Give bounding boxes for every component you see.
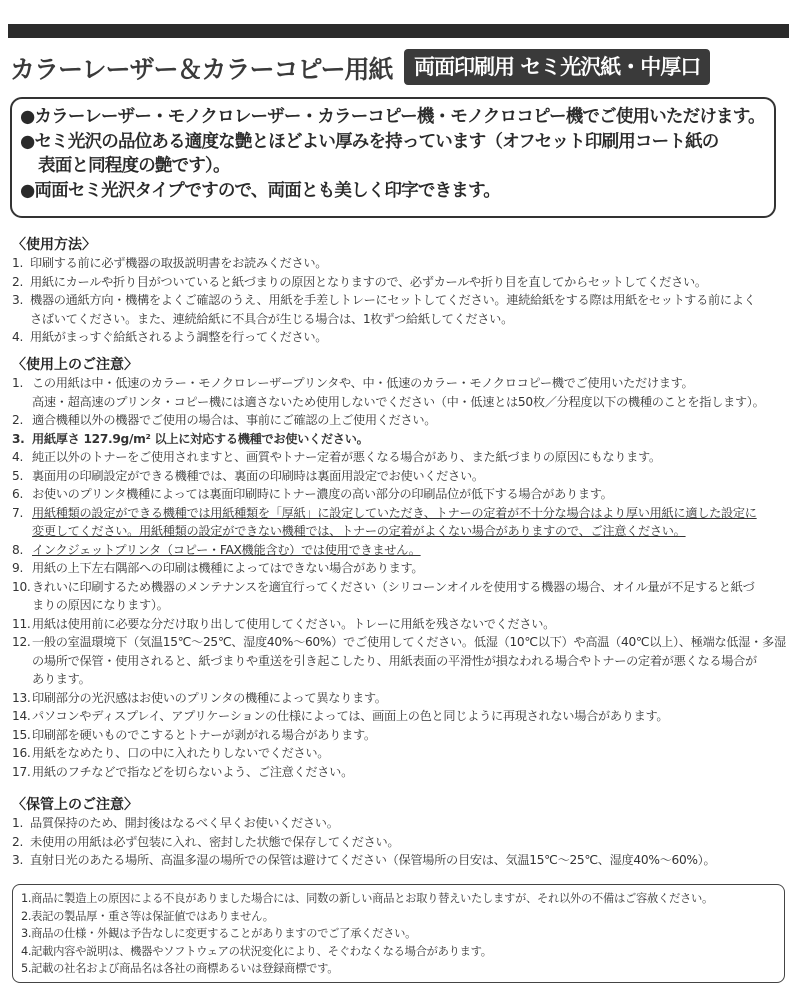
list-item	[12, 851, 792, 870]
list-item	[12, 504, 792, 541]
item-text: 印刷部を硬いものでこするとトナーが剥がれる場合があります。	[32, 727, 376, 742]
list-item	[12, 833, 792, 852]
list-item	[12, 707, 792, 726]
item-text: 一般の室温環境下（気温15℃〜25℃、湿度40%〜60%）でご使用してください。低湿（10℃以下）や高温（40℃以上）、極端な低湿・多湿	[32, 635, 786, 649]
item-text: 直射日光のあたる場所、高温多湿の場所での保管は避けてください（保管場所の目安は、気温15℃〜25℃、湿度40%〜60%）。	[30, 853, 716, 867]
list-item	[12, 273, 792, 292]
list-item	[12, 814, 792, 833]
list-item	[12, 467, 792, 486]
product-type-badge: 両面印刷用 セミ光沢紙・中厚口	[404, 49, 710, 85]
note-line: 1.商品に製造上の原因による不良がありました場合には、同数の新しい商品とお取り替えいたしますが、それ以外の不備はご容赦ください。	[21, 892, 713, 905]
usage-heading: 〈使用方法〉	[12, 237, 96, 253]
notes-box	[12, 884, 785, 983]
item-text: 未使用の用紙は必ず包装に入れ、密封した状態で保存してください。	[30, 834, 400, 849]
item-number: 14.	[12, 709, 31, 723]
item-text: 変更してください。用紙種類の設定ができない機種では、トナーの定着がよくない場合がありますので、ご注意ください。	[32, 524, 686, 538]
item-number: 5.	[12, 468, 24, 483]
cautions-heading: 〈使用上のご注意〉	[12, 357, 138, 373]
item-number: 8.	[12, 542, 24, 557]
item-text: 用紙の上下左右隅部への印刷は機種によってはできない場合があります。	[32, 561, 424, 575]
features-box	[10, 97, 776, 218]
list-item	[12, 726, 792, 745]
storage-section	[12, 796, 792, 870]
usage-list	[12, 254, 792, 347]
item-text: さばいてください。また、連続給紙に不具合が生じる場合は、1枚ずつ給紙してください。	[30, 311, 513, 326]
item-number: 7.	[12, 505, 24, 520]
list-item	[12, 541, 792, 560]
item-number: 2.	[12, 834, 24, 849]
item-text: 印刷部分の光沢感はお使いのプリンタの機種によって異なります。	[32, 690, 387, 705]
list-item	[12, 763, 792, 782]
item-text: この用紙は中・低速のカラー・モノクロレーザープリンタや、中・低速のカラー・モノクロコピー機でご使用いただけます。	[32, 376, 694, 390]
item-text: インクジェットプリンタ（コピー・FAX機能含む）では使用できません。	[32, 542, 421, 557]
item-number: 10.	[12, 579, 31, 594]
item-text: 純正以外のトナーをご使用されますと、画質やトナー定着が悪くなる場合があり、また紙づまりの原因にもなります。	[32, 450, 661, 464]
item-text: まりの原因になります）。	[32, 598, 169, 612]
item-number: 1.	[12, 256, 24, 270]
item-number: 16.	[12, 746, 31, 760]
list-item	[12, 254, 792, 273]
item-text: 裏面用の印刷設定ができる機種では、裏面の印刷時は裏面用設定でお使いください。	[32, 468, 484, 483]
cautions-list	[12, 374, 792, 781]
feature-line: ●カラーレーザー・モノクロレーザー・カラーコピー機・モノクロコピー機でご使用いただけます。	[20, 107, 765, 127]
item-text: お使いのプリンタ機種によっては裏面印刷時にトナー濃度の高い部分の印刷品位が低下する場合があります。	[32, 487, 613, 501]
list-item	[12, 744, 792, 763]
item-text: 用紙種類の設定ができる機種では用紙種類を「厚紙」に設定していただき、トナーの定着が不十分な場合はより厚い用紙に適した設定に	[32, 505, 757, 520]
item-number: 17.	[12, 764, 31, 779]
item-text: 用紙厚さ 127.9g/m² 以上に対応する機種でお使いください。	[32, 431, 369, 446]
item-number: 4.	[12, 450, 24, 464]
item-number: 13.	[12, 690, 31, 705]
list-item	[12, 291, 792, 328]
feature-line: 表面と同程度の艶です）。	[38, 156, 230, 176]
item-text: 適合機種以外の機器でご使用の場合は、事前にご確認の上ご使用ください。	[32, 413, 437, 427]
note-line: 3.商品の仕様・外観は予告なしに変更することがありますのでご了承ください。	[21, 927, 417, 941]
note-line: 2.表記の製品厚・重さ等は保証値ではありません。	[21, 909, 274, 923]
item-text: 品質保持のため、開封後はなるべく早くお使いください。	[30, 816, 339, 830]
item-number: 1.	[12, 376, 24, 390]
item-text: きれいに印刷するため機器のメンテナンスを適宜行ってください（シリコーンオイルを使用する機器の場合、オイル量が不足すると紙づ	[32, 579, 755, 594]
note-line: 5.記載の社名および商品名は各社の商標あるいは登録商標です。	[21, 962, 339, 976]
item-number: 11.	[12, 616, 31, 631]
storage-heading: 〈保管上のご注意〉	[12, 797, 138, 813]
item-number: 15.	[12, 727, 31, 742]
list-item	[12, 448, 792, 467]
title-row	[10, 46, 790, 92]
item-text: 用紙がまっすぐ給紙されるよう調整を行ってください。	[30, 330, 328, 344]
top-bar	[8, 24, 789, 38]
item-text: あります。	[32, 672, 91, 686]
item-text: 用紙のフチなどで指などを切らないよう、ご注意ください。	[32, 764, 353, 779]
note-line: 4.記載内容や説明は、機器やソフトウェアの状況変化により、そぐわなくなる場合があります。	[21, 944, 492, 958]
item-text: パソコンやディスプレイ、アプリケーションの仕様によっては、画面上の色と同じように再現されない場合があります。	[32, 709, 669, 723]
item-text: 用紙にカールや折り目がついていると紙づまりの原因となりますので、必ずカールや折り目を直してからセットしてください。	[30, 274, 707, 289]
item-number: 1.	[12, 816, 24, 830]
list-item	[12, 615, 792, 634]
item-number: 9.	[12, 561, 24, 575]
item-text: 用紙をなめたり、口の中に入れたりしないでください。	[32, 746, 330, 760]
list-item	[12, 633, 792, 689]
item-number: 6.	[12, 487, 24, 501]
item-number: 2.	[12, 274, 24, 289]
item-number: 3.	[12, 431, 25, 446]
storage-list	[12, 814, 792, 870]
list-item	[12, 328, 792, 347]
item-text: の場所で保管・使用されると、紙づまりや重送を引き起こしたり、用紙表面の平滑性が損なわれる場合やトナーの定着が悪くなる場合が	[32, 653, 757, 668]
item-number: 4.	[12, 330, 24, 344]
item-number: 12.	[12, 635, 31, 649]
list-item	[12, 374, 792, 411]
list-item	[12, 430, 792, 449]
item-text: 印刷する前に必ず機器の取扱説明書をお読みください。	[30, 256, 328, 270]
item-text: 用紙は使用前に必要な分だけ取り出して使用してください。トレーに用紙を残さないでください。	[32, 616, 556, 631]
cautions-section	[12, 356, 792, 781]
feature-line: ●両面セミ光沢タイプですので、両面とも美しく印字できます。	[20, 180, 500, 201]
item-text: 機器の通紙方向・機構をよくご確認のうえ、用紙を手差しトレーにセットしてください。連続給紙をする際は用紙をセットする前によく	[30, 293, 756, 307]
item-text: 高速・超高速のプリンタ・コピー機には適さないため使用しないでください（中・低速とは50枚／分程度以下の機種のことを指します）。	[32, 394, 765, 409]
page-title: カラーレーザー＆カラーコピー用紙	[10, 55, 393, 84]
list-item	[12, 578, 792, 615]
item-number: 2.	[12, 413, 24, 427]
feature-line: ●セミ光沢の品位ある適度な艶とほどよい厚みを持っています（オフセット印刷用コート紙の	[20, 131, 719, 152]
item-number: 3.	[12, 853, 24, 867]
usage-section	[12, 236, 792, 347]
list-item	[12, 559, 792, 578]
list-item	[12, 411, 792, 430]
list-item	[12, 689, 792, 708]
list-item	[12, 485, 792, 504]
item-number: 3.	[12, 293, 24, 307]
